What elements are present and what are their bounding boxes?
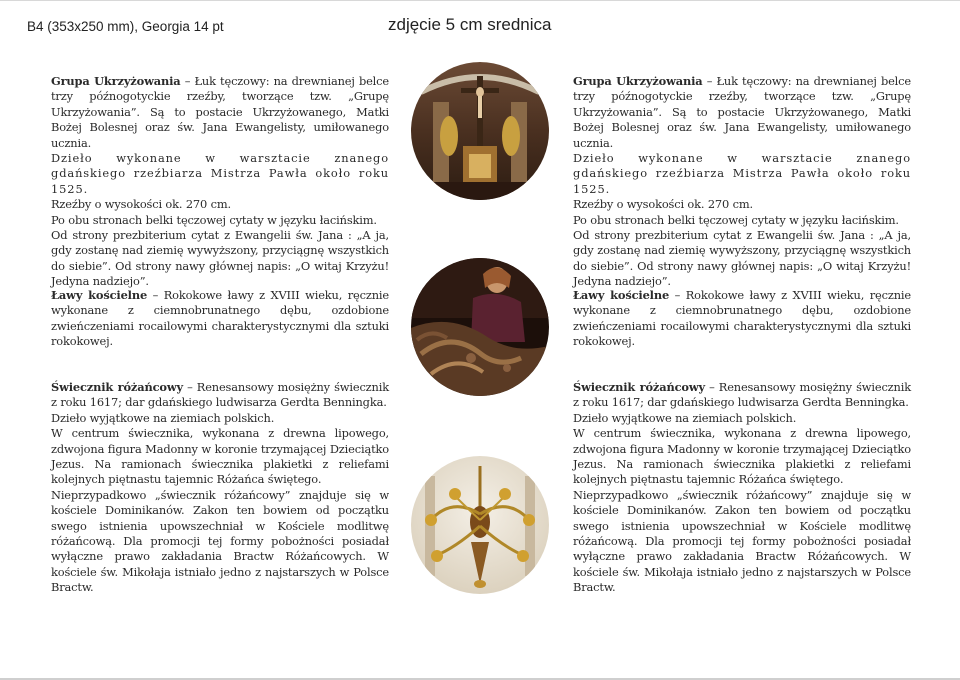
section-paragraph: Rzeźby o wysokości ok. 270 cm. [51, 197, 231, 212]
section-paragraph: Grupa Ukrzyżowania – Łuk tęczowy: na drewnianej belce trzy późnogotyckie rzeźby, tworzące tzw. „Grupę Ukrzyżowania”. Są to postacie Ukrzyżowanego, Matki Bożej Bolesnej oraz św. Jana Ewangelisty, umiłowanego ucznia. [51, 74, 389, 150]
section-title: Ławy kościelne [573, 288, 670, 302]
section-crucifixion-group [573, 74, 911, 290]
section-crucifixion-group [51, 74, 389, 290]
section-paragraph: Dzieło wyjątkowe na ziemiach polskich. [573, 410, 797, 425]
photo-size-note: zdjęcie 5 cm srednica [388, 15, 552, 34]
section-paragraph: Świecznik różańcowy – Renesansowy mosiężny świecznik z roku 1617; dar gdańskiego ludwisarza Gerdta Benningka. [51, 380, 389, 410]
section-paragraph: W centrum świecznika, wykonana z drewna lipowego, zdwojona figura Madonny w koronie trzymającej Dzieciątko Jezus. Na ramionach świecznika plakietki z reliefami kolejnych piętnastu tajemnic Różańca świętego. [51, 426, 389, 487]
section-paragraph: Dzieło wykonane w warsztacie znanego gdańskiego rzeźbiarza Mistrza Pawła około roku 1525. [51, 151, 389, 196]
section-rosary-chandelier [51, 380, 389, 596]
section-title: Grupa Ukrzyżowania [573, 74, 703, 88]
section-paragraph: W centrum świecznika, wykonana z drewna lipowego, zdwojona figura Madonny w koronie trzymającej Dzieciątko Jezus. Na ramionach świecznika plakietki z reliefami kolejnych piętnastu tajemnic Różańca świętego. [573, 426, 911, 487]
section-church-pews [573, 288, 911, 350]
section-paragraph: Po obu stronach belki tęczowej cytaty w języku łacińskim. [573, 212, 899, 227]
church-pews-photo [411, 258, 549, 396]
rosary-chandelier-photo [411, 456, 549, 594]
section-paragraph: Nieprzypadkowo „świecznik różańcowy” znajduje się w kościele Dominikanów. Zakon ten bowiem od początku swego istnienia upowszechniał w Kościele modlitwę różańcową. Dla promocji tej formy pobożności posiadał wyłączne prawo zakładania Bractw Różańcowych. W kościele św. Mikołaja istniało jedno z najstarszych w Polsce Bractw. [573, 487, 911, 595]
section-paragraph: Dzieło wyjątkowe na ziemiach polskich. [51, 410, 275, 425]
section-paragraph: Ławy kościelne – Rokokowe ławy z XVIII wieku, ręcznie wykonane z ciemnobrunatnego dębu, ozdobione zwieńczeniami rocailowymi charakterystycznymi dla sztuki rokokowej. [51, 288, 389, 349]
section-title: Świecznik różańcowy [573, 380, 705, 394]
section-title: Grupa Ukrzyżowania [51, 74, 181, 88]
section-paragraph: Od strony prezbiterium cytat z Ewangelii św. Jana : „A ja, gdy zostanę nad ziemię wywyższony, przyciągnę wszystkich do siebie”. Od strony nawy głównej napis: „O witaj Krzyżu! Jedyna nadziejo”. [51, 228, 389, 289]
section-church-pews [51, 288, 389, 350]
section-paragraph: Po obu stronach belki tęczowej cytaty w języku łacińskim. [51, 212, 377, 227]
crucifixion-group-photo [411, 62, 549, 200]
section-paragraph: Rzeźby o wysokości ok. 270 cm. [573, 197, 753, 212]
section-paragraph: Grupa Ukrzyżowania – Łuk tęczowy: na drewnianej belce trzy późnogotyckie rzeźby, tworzące tzw. „Grupę Ukrzyżowania”. Są to postacie Ukrzyżowanego, Matki Bożej Bolesnej oraz św. Jana Ewangelisty, umiłowanego ucznia. [573, 74, 911, 150]
section-paragraph: Nieprzypadkowo „świecznik różańcowy” znajduje się w kościele Dominikanów. Zakon ten bowiem od początku swego istnienia upowszechniał w Kościele modlitwę różańcową. Dla promocji tej formy pobożności posiadał wyłączne prawo zakładania Bractw Różańcowych. W kościele św. Mikołaja istniało jedno z najstarszych w Polsce Bractw. [51, 487, 389, 595]
section-paragraph: Świecznik różańcowy – Renesansowy mosiężny świecznik z roku 1617; dar gdańskiego ludwisarza Gerdta Benningka. [573, 380, 911, 410]
section-paragraph: Dzieło wykonane w warsztacie znanego gdańskiego rzeźbiarza Mistrza Pawła około roku 1525. [573, 151, 911, 196]
section-rosary-chandelier [573, 380, 911, 596]
section-paragraph: Od strony prezbiterium cytat z Ewangelii św. Jana : „A ja, gdy zostanę nad ziemię wywyższony, przyciągnę wszystkich do siebie”. Od strony nawy głównej napis: „O witaj Krzyżu! Jedyna nadziejo”. [573, 228, 911, 289]
section-paragraph: Ławy kościelne – Rokokowe ławy z XVIII wieku, ręcznie wykonane z ciemnobrunatnego dębu, ozdobione zwieńczeniami rocailowymi charakterystycznymi dla sztuki rokokowej. [573, 288, 911, 349]
page-top-edge [0, 0, 960, 1]
format-note: B4 (353x250 mm), Georgia 14 pt [27, 19, 224, 34]
section-title: Świecznik różańcowy [51, 380, 183, 394]
section-title: Ławy kościelne [51, 288, 148, 302]
